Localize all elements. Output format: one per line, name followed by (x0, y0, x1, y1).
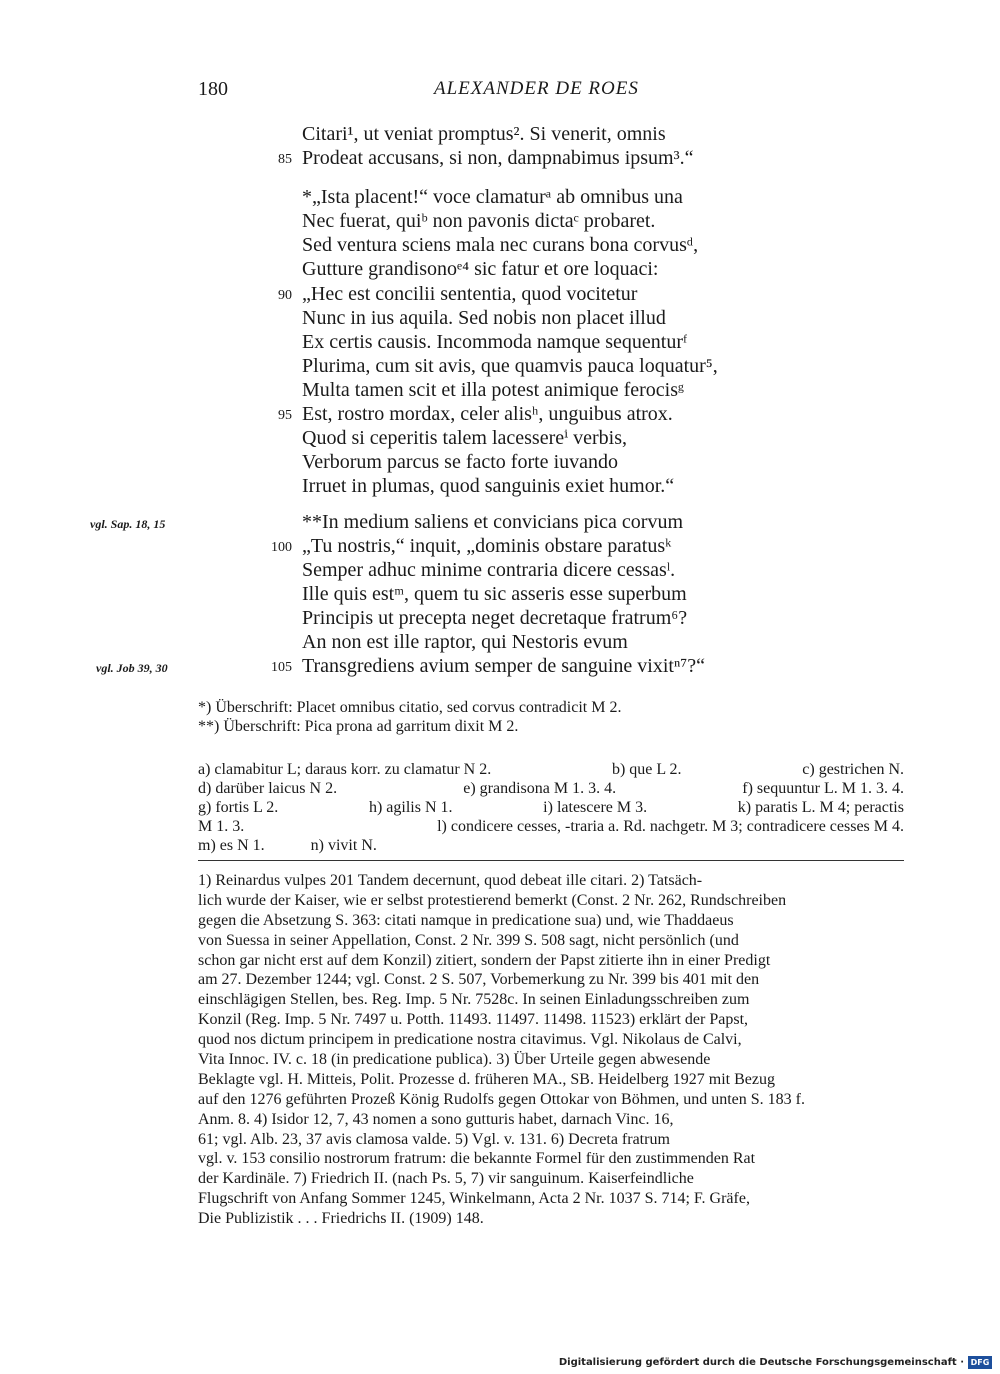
apparatus-entry: l) condicere cesses, -traria a. Rd. nachgetr. M 3; contradicere cesses M 4. (437, 818, 904, 835)
apparatus-row (198, 836, 904, 855)
footnote-line: der Kardinäle. 7) Friedrich II. (nach Ps. 5, 7) vir sanguinum. Kaiserfeindliche (198, 1170, 694, 1188)
line-number: 85 (278, 152, 292, 167)
apparatus-entry: h) agilis N 1. (368, 799, 453, 816)
verse-line: „Hec est concilii sententia, quod vocitetur (302, 283, 638, 305)
apparatus-entry: i) latescere M 3. (543, 799, 648, 816)
verse-line: Transgrediens avium semper de sanguine vixitⁿ⁷?“ (302, 655, 705, 677)
running-title: ALEXANDER DE ROES (434, 78, 639, 99)
footnote-line: Vita Innoc. IV. c. 18 (in predicatione publica). 3) Über Urteile gegen abwesende (198, 1051, 711, 1069)
footnote-line: am 27. Dezember 1244; vgl. Const. 2 S. 507, Vorbemerkung zu Nr. 399 bis 401 mit den (198, 971, 760, 989)
footnote-line: einschlägigen Stellen, bes. Reg. Imp. 5 Nr. 7528c. In seinen Einladungsschreiben zum (198, 991, 750, 1009)
apparatus-entry: g) fortis L 2. (198, 799, 279, 816)
page-number: 180 (198, 78, 228, 100)
verse-line: Prodeat accusans, si non, dampnabimus ipsum³.“ (302, 147, 694, 169)
apparatus-entry: k) paratis L. M 4; peractis (737, 799, 904, 816)
apparatus-entry: m) es N 1. (198, 837, 265, 854)
margin-reference: vgl. Job 39, 30 (96, 661, 168, 675)
verse-line: Irruet in plumas, quod sanguinis exiet humor.“ (302, 475, 675, 497)
verse-line: **In medium saliens et convicians pica corvum (302, 511, 684, 533)
verse-line: Plurima, cum sit avis, que quamvis pauca loquatur⁵, (302, 355, 718, 377)
footnotes (198, 871, 904, 1229)
footnote-line: 1) Reinardus vulpes 201 Tandem decernunt, quod debeat ille citari. 2) Tatsäch- (198, 872, 703, 889)
footnote-line: von Suessa in seiner Appellation, Const. 2 Nr. 399 S. 508 sagt, nicht persönlich (und (198, 931, 739, 949)
verse-line: Nunc in ius aquila. Sed nobis non placet illud (302, 307, 666, 329)
footnote-line: Anm. 8. 4) Isidor 12, 7, 43 nomen a sono gutturis habet, darnach Vinc. 16, (198, 1110, 674, 1128)
verse-line: Nec fuerat, quiᵇ non pavonis dictaᶜ probaret. (302, 210, 656, 232)
verse-line: Verborum parcus se facto forte iuvando (302, 451, 618, 473)
apparatus-entry: b) que L 2. (611, 761, 682, 778)
apparatus-entry: M 1. 3. (198, 818, 245, 835)
verse-line: Sed ventura sciens mala nec curans bona corvusᵈ, (302, 234, 699, 256)
verse-line: Ex certis causis. Incommoda namque sequenturᶠ (302, 331, 688, 353)
footnote-line: Konzil (Reg. Imp. 5 Nr. 7497 u. Potth. 11493. 11497. 11498. 11523) erklärt der Papst, (198, 1011, 749, 1029)
footnote-line: lich wurde der Kaiser, wie er selbst protestierend bemerkt (Const. 2 Nr. 262, Rundschreiben (198, 891, 787, 909)
verse-line: „Tu nostris,“ inquit, „dominis obstare paratusᵏ (302, 535, 672, 557)
verse-line: Ille quis estᵐ, quem tu sic asseris esse superbum (302, 583, 687, 605)
headnote: **) Überschrift: Pica prona ad garritum dixit M 2. (198, 718, 519, 735)
line-number: 95 (278, 408, 292, 423)
margin-reference: vgl. Sap. 18, 15 (90, 517, 166, 531)
footnote-line: gegen die Absetzung S. 363: citati namque in predicatione sua) und, wie Thaddaeus (198, 911, 734, 929)
apparatus-entry: e) grandisona M 1. 3. 4. (463, 780, 617, 797)
apparatus-entry: f) sequuntur L. M 1. 3. 4. (742, 780, 904, 797)
verse-line: Citari¹, ut veniat promptus². Si venerit, omnis (302, 123, 666, 145)
line-number: 100 (271, 540, 292, 555)
footnote-line: Die Publizistik . . . Friedrichs II. (1909) 148. (198, 1210, 484, 1228)
footnote-line: auf den 1276 geführten Prozeß König Rudolfs gegen Ottokar von Böhmen, und unten S. 183 f. (198, 1090, 806, 1108)
line-number: 105 (271, 660, 292, 675)
verse-line: An non est ille raptor, qui Nestoris evum (302, 631, 628, 653)
apparatus-row (198, 760, 904, 779)
verse-line: Multa tamen scit et illa potest animique ferocisᵍ (302, 379, 685, 401)
apparatus-row (198, 798, 904, 817)
apparatus-entry: a) clamabitur L; daraus korr. zu clamatur N 2. (198, 761, 492, 778)
verse-line: Quod si ceperitis talem lacessereⁱ verbis, (302, 427, 628, 449)
digitization-credit: Digitalisierung gefördert durch die Deutsche Forschungsgemeinschaft · (558, 1357, 964, 1368)
dfg-logo: DFG (968, 1356, 992, 1369)
apparatus-entry: n) vivit N. (310, 837, 377, 854)
footnote-line: schon gar nicht erst auf dem Konzil) zitiert, sondern der Papst zitierte ihn in einer Predigt (198, 951, 771, 969)
footnote-line: 61; vgl. Alb. 23, 37 avis clamosa valde. 5) Vgl. v. 131. 6) Decreta fratrum (198, 1130, 670, 1148)
verse-line: Principis ut precepta neget decretaque fratrum⁶? (302, 607, 688, 629)
verse-line: Est, rostro mordax, celer alisʰ, unguibus atrox. (302, 403, 673, 425)
apparatus-entry: c) gestrichen N. (802, 761, 904, 778)
headnote: *) Überschrift: Placet omnibus citatio, sed corvus contradicit M 2. (198, 699, 622, 716)
critical-apparatus (198, 760, 904, 855)
apparatus-row (198, 817, 904, 836)
verse-line: Semper adhuc minime contraria dicere cessasˡ. (302, 559, 676, 581)
footnote-line: quod nos dictum principem in predicatione nostra citavimus. Vgl. Nikolaus de Calvi, (198, 1031, 742, 1049)
verse-line: *„Ista placent!“ voce clamaturᵃ ab omnibus una (302, 186, 683, 208)
footnote-line: vgl. v. 153 consilio nostrorum fratrum: die bekannte Formel für den zustimmenden Rat (198, 1150, 756, 1168)
footnote-divider (198, 860, 904, 861)
apparatus-entry: d) darüber laicus N 2. (198, 780, 338, 797)
apparatus-row (198, 779, 904, 798)
verse-line: Gutture grandisonoᵉ⁴ sic fatur et ore loquaci: (302, 258, 659, 280)
footnote-line: Beklagte vgl. H. Mitteis, Polit. Prozesse d. früheren MA., SB. Heidelberg 1927 mit Bezug (198, 1070, 775, 1088)
line-number: 90 (278, 288, 292, 303)
footnote-line: Flugschrift von Anfang Sommer 1245, Winkelmann, Acta 2 Nr. 1037 S. 714; F. Gräfe, (198, 1190, 750, 1208)
